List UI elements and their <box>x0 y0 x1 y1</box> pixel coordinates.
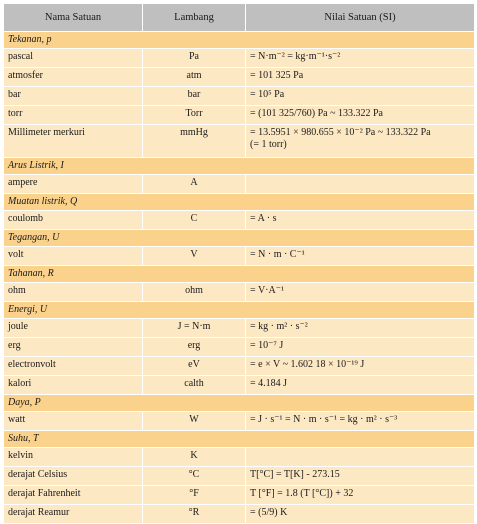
unit-value-note: (= 1 torr) <box>250 139 287 150</box>
unit-symbol: C <box>143 211 246 230</box>
unit-value: = V·A⁻¹ <box>246 283 475 302</box>
table-row <box>4 486 475 505</box>
unit-value-cell <box>246 125 475 158</box>
unit-value <box>246 448 475 467</box>
unit-value: = (5/9) K <box>246 505 475 524</box>
unit-name: kelvin <box>4 448 143 467</box>
table-row <box>4 448 475 467</box>
table-row <box>4 68 475 87</box>
unit-symbol: V <box>143 247 246 266</box>
table-row <box>4 175 475 194</box>
unit-symbol: Pa <box>143 49 246 68</box>
unit-symbol: eV <box>143 357 246 376</box>
section-row-charge <box>4 194 475 211</box>
unit-name: volt <box>4 247 143 266</box>
unit-name: electronvolt <box>4 357 143 376</box>
section-title: Tahanan, R <box>4 266 475 283</box>
unit-name: kalori <box>4 376 143 395</box>
unit-symbol: calth <box>143 376 246 395</box>
table-row <box>4 49 475 68</box>
unit-value: = A · s <box>246 211 475 230</box>
unit-value: = N · m · C⁻¹ <box>246 247 475 266</box>
unit-value: = 10⁻⁷ J <box>246 338 475 357</box>
unit-symbol: erg <box>143 338 246 357</box>
table-row <box>4 505 475 524</box>
unit-value: T[°C] = T[K] - 273.15 <box>246 467 475 486</box>
unit-value: = J · s⁻¹ = N · m · s⁻¹ = kg · m² · s⁻³ <box>246 412 475 431</box>
unit-symbol: A <box>143 175 246 194</box>
unit-value: = 4.184 J <box>246 376 475 395</box>
section-row-energy <box>4 302 475 319</box>
unit-name: coulomb <box>4 211 143 230</box>
section-row-pressure <box>4 32 475 49</box>
section-title: Muatan listrik, Q <box>4 194 475 211</box>
section-title: Tekanan, p <box>4 32 475 49</box>
unit-name: derajat Celsius <box>4 467 143 486</box>
section-title: Daya, P <box>4 395 475 412</box>
unit-name: watt <box>4 412 143 431</box>
unit-name: derajat Reamur <box>4 505 143 524</box>
unit-value: = kg · m² · s⁻² <box>246 319 475 338</box>
unit-name: Millimeter merkuri <box>4 125 143 158</box>
header-symbol: Lambang <box>143 4 246 32</box>
section-title: Tegangan, U <box>4 230 475 247</box>
table-row <box>4 376 475 395</box>
table-row <box>4 125 475 158</box>
unit-symbol: J = N·m <box>143 319 246 338</box>
table-row <box>4 106 475 125</box>
unit-value: = (101 325/760) Pa ~ 133.322 Pa <box>246 106 475 125</box>
section-title: Energi, U <box>4 302 475 319</box>
header-value: Nilai Satuan (SI) <box>246 4 475 32</box>
unit-value <box>246 175 475 194</box>
units-table <box>3 3 475 524</box>
section-title: Arus Listrik, I <box>4 158 475 175</box>
section-row-voltage <box>4 230 475 247</box>
unit-name: bar <box>4 87 143 106</box>
unit-symbol: °F <box>143 486 246 505</box>
unit-value: = N·m⁻² = kg·m⁻¹·s⁻² <box>246 49 475 68</box>
unit-value: T [°F] = 1.8 (T [°C]) + 32 <box>246 486 475 505</box>
unit-name: joule <box>4 319 143 338</box>
table-row <box>4 247 475 266</box>
unit-name: torr <box>4 106 143 125</box>
unit-name: erg <box>4 338 143 357</box>
unit-name: ohm <box>4 283 143 302</box>
unit-name: derajat Fahrenheit <box>4 486 143 505</box>
table-row <box>4 211 475 230</box>
table-row <box>4 283 475 302</box>
unit-name: atmosfer <box>4 68 143 87</box>
header-name: Nama Satuan <box>4 4 143 32</box>
unit-value: = 13.5951 × 980.655 × 10⁻² Pa ~ 133.322 Pa <box>250 127 431 138</box>
unit-symbol: bar <box>143 87 246 106</box>
table-row <box>4 338 475 357</box>
unit-symbol: K <box>143 448 246 467</box>
unit-symbol: mmHg <box>143 125 246 158</box>
section-row-current <box>4 158 475 175</box>
unit-value: = e × V ~ 1.602 18 × 10⁻¹⁹ J <box>246 357 475 376</box>
unit-symbol: °R <box>143 505 246 524</box>
table-row <box>4 467 475 486</box>
section-row-resistance <box>4 266 475 283</box>
unit-value: = 10⁵ Pa <box>246 87 475 106</box>
unit-symbol: W <box>143 412 246 431</box>
table-row <box>4 319 475 338</box>
section-title: Suhu, T <box>4 431 475 448</box>
table-row <box>4 412 475 431</box>
table-row <box>4 357 475 376</box>
unit-symbol: Torr <box>143 106 246 125</box>
table-row <box>4 87 475 106</box>
unit-symbol: °C <box>143 467 246 486</box>
unit-symbol: atm <box>143 68 246 87</box>
section-row-power <box>4 395 475 412</box>
unit-name: ampere <box>4 175 143 194</box>
unit-name: pascal <box>4 49 143 68</box>
header-row <box>4 4 475 32</box>
unit-value: = 101 325 Pa <box>246 68 475 87</box>
unit-symbol: ohm <box>143 283 246 302</box>
section-row-temperature <box>4 431 475 448</box>
